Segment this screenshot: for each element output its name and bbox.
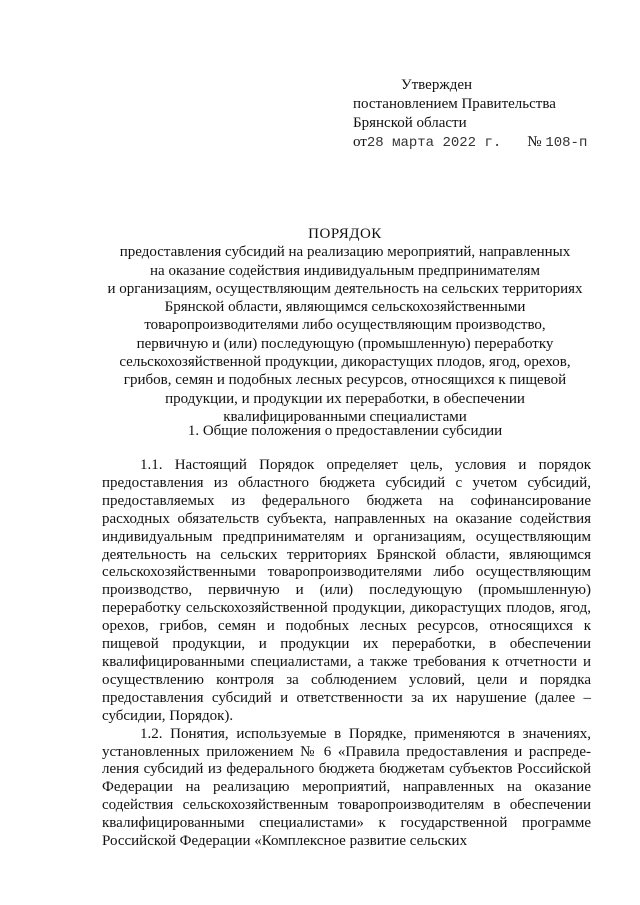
approval-region: Брянской области [353,115,467,131]
title-heading: ПОРЯДОК [308,226,382,242]
title-line: на оказание содействия индивидуальным предпринимателям [150,262,540,279]
title-line: товаропроизводителями либо осуществляющим производство, [144,317,546,334]
approval-date-value: 28 марта 2022 г. [366,135,502,151]
document-body [102,457,591,851]
title-line: продукции, и продукции их переработки, в обеспечении [165,390,525,407]
approval-title: Утвержден [401,77,473,93]
title-line: предоставления субсидий на реализацию мероприятий, направленных [119,244,571,261]
title-line: квалифицированными специалистами [223,408,467,425]
title-line: сельскохозяйственной продукции, дикорастущих плодов, ягод, орехов, [119,354,571,371]
paragraph-1-2: 1.2. Понятия, используемые в Порядке, применяются в значениях, установленных приложением № 6 «Правила предоставления и распреде-ления субсидий из федерального бюджета бюджетам субъектов Российской Федерации на реализацию мероприятий, направленных на оказание содействия сельскохозяйственным товаропроизводителям в обеспечении квалифицированными специалистами» к государственной программе Российской Федерации «Комплексное развитие сельских [102,725,591,850]
title-line: Брянской области, являющимся сельскохозяйственными [164,299,526,316]
section-heading: 1. Общие положения о предоставлении субсидии [187,423,503,439]
approval-date-line [353,133,613,153]
approval-number-value: 108-п [545,135,588,151]
approval-date-prefix: от [353,134,367,150]
title-line: грибов, семян и подобных лесных ресурсов, относящихся к пищевой [123,372,567,389]
document-title [70,225,620,426]
paragraph-1-1: 1.1. Настоящий Порядок определяет цель, условия и порядок предоставления из областного бюджета субсидий с учетом субсидий, предоставляемых из федерального бюджета на софинансирование расходных обязательств субъекта, направленных на оказание содействия индивидуальным предпринимателям и организациям, осуществляющим деятельность на сельских территориях Брянской области, являющимся сельскохозяйственными товаропроизводителями либо осуществляющим производство, первичную и (или) последующую (промышленную) переработку сельскохозяйственной продукции, дикорастущих плодов, ягод, орехов, грибов, семян и подобных лесных ресурсов, относящихся к пищевой продукции, и продукции их переработки, в обеспечении квалифицированными специалистами, а также требования к отчетности и осуществлению контроля за соблюдением условий, цели и порядка предоставления субсидий и ответственности за их нарушение (далее – субсидии, Порядок). [102,457,591,724]
approval-number-label: № [527,134,542,150]
title-line: первичную и (или) последующую (промышленную) переработку [136,335,554,352]
approval-resolution: постановлением Правительства [353,96,556,112]
approval-stamp [353,76,613,153]
title-line: и организациям, осуществляющим деятельность на сельских территориях [107,280,583,297]
